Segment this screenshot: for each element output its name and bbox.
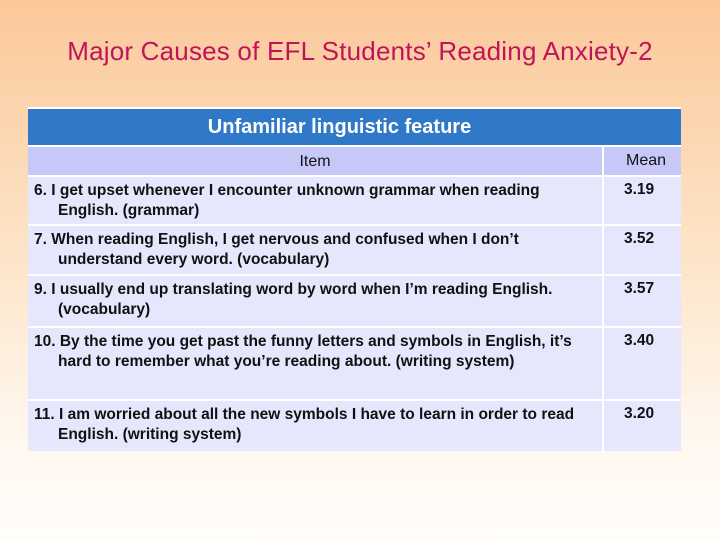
table-header-title: Unfamiliar linguistic feature — [207, 115, 472, 138]
item-text: 11. I am worried about all the new symbols I have to learn in order to read English. (writing system) — [34, 406, 575, 443]
item-text: 7. When reading English, I get nervous and confused when I don’t understand every word. (vocabulary) — [34, 231, 519, 268]
mean-cell: 3.52 — [602, 226, 681, 274]
item-cell — [28, 401, 602, 451]
table-row — [28, 175, 681, 224]
slide-title: Major Causes of EFL Students’ Reading Anxiety-2 — [67, 36, 653, 66]
anxiety-table — [28, 107, 681, 451]
item-cell — [28, 226, 602, 274]
item-cell — [28, 177, 602, 224]
mean-cell: 3.40 — [602, 328, 681, 399]
mean-cell: 3.20 — [602, 401, 681, 451]
mean-cell: 3.19 — [602, 177, 681, 224]
column-header-mean: Mean — [602, 147, 681, 175]
table-column-header-row — [28, 145, 681, 175]
table-row — [28, 326, 681, 399]
column-header-item: Item — [299, 153, 331, 170]
item-text: 10. By the time you get past the funny letters and symbols in English, it’s hard to remember what you’re reading about. (writing system) — [34, 333, 572, 370]
item-cell — [28, 276, 602, 326]
table-row — [28, 399, 681, 451]
item-text: 6. I get upset whenever I encounter unknown grammar when reading English. (grammar) — [34, 182, 540, 219]
item-cell — [28, 328, 602, 399]
item-text: 9. I usually end up translating word by word when I’m reading English. (vocabulary) — [34, 281, 553, 318]
table-row — [28, 274, 681, 326]
table-header-bar — [28, 107, 681, 145]
table-row — [28, 224, 681, 274]
mean-cell: 3.57 — [602, 276, 681, 326]
